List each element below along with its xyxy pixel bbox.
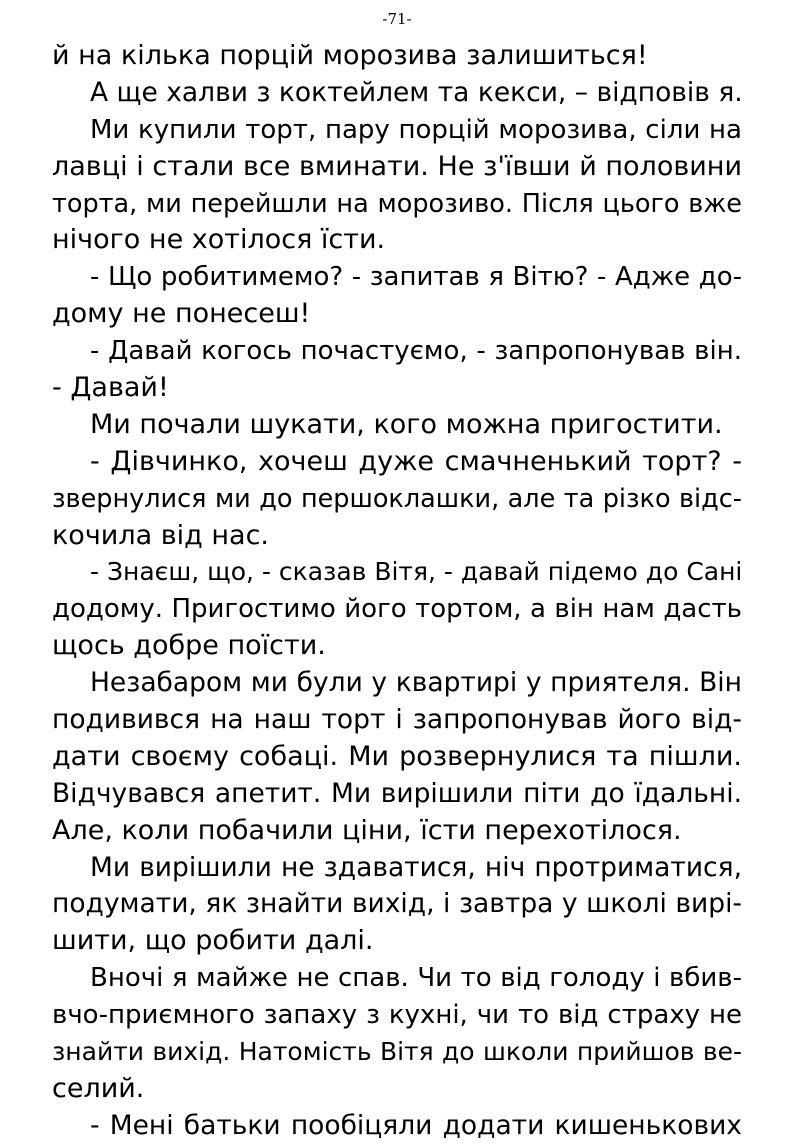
text-line: Ми вирішили не здаватися, ніч протриматися,	[90, 851, 742, 883]
text-line: - Мені батьки пообіцяли додати кишенькових	[90, 1109, 742, 1141]
text-line: Відчувався апетит. Ми вирішили піти до їдальні.	[52, 777, 742, 809]
text-line: щось добре поїсти.	[52, 630, 326, 662]
text-line: нічого не хотілося їсти.	[52, 224, 386, 256]
text-line: селий.	[52, 1072, 145, 1104]
page-number: -71-	[382, 10, 412, 28]
text-line: - Давай когось почастуємо, - запропонував він.	[90, 336, 742, 367]
text-line: Ми купили торт, пару порцій морозива, сіли на	[90, 114, 742, 145]
text-line: Ми почали шукати, кого можна пригостити.	[90, 408, 723, 440]
text-line: Але, коли побачили ціни, їсти перехотілося.	[52, 814, 682, 846]
text-line: Вночі я майже не спав. Чи то від голоду і вбив-	[90, 963, 742, 994]
text-line: додому. Пригостимо його тортом, а він нам дасть	[52, 594, 742, 625]
text-line: А ще халви з коктейлем та кекси, – відповів я.	[90, 76, 743, 108]
text-line: дати своєму собаці. Ми розвернулися та пішли.	[52, 740, 742, 772]
text-line: вчо-приємного запаху з кухні, чи то від страху не	[52, 1000, 742, 1031]
text-line: - Що робитимемо? - запитав я Вітю? - Адже до-	[90, 262, 742, 293]
text-line: Незабаром ми були у квартирі у приятеля. Він	[90, 667, 742, 699]
text-line: й на кілька порцій морозива залишиться!	[52, 40, 648, 71]
text-line: знайти вихід. Натомість Вітя до школи прийшов ве-	[52, 1037, 742, 1067]
text-line: - Знаєш, що, - сказав Вітя, - давай підемо до Сані	[90, 557, 743, 587]
text-line: звернулися ми до першоклашки, але та різко відс-	[52, 483, 742, 514]
text-line: - Дівчинко, хочеш дуже смачненький торт? -	[90, 445, 742, 477]
body-text	[52, 38, 742, 1145]
text-line: лавці і стали все вминати. Не з'ївши й половини	[52, 150, 742, 182]
text-line: шити, що робити далі.	[52, 925, 374, 957]
text-line: дому не понесеш!	[52, 298, 311, 330]
text-line: - Давай!	[52, 372, 169, 404]
text-line: подумати, як знайти вихід, і завтра у школі вирі-	[52, 888, 742, 920]
text-line: торта, ми перейшли на морозиво. Після цього вже	[52, 188, 742, 219]
text-line: кочила від нас.	[52, 519, 270, 551]
text-line: подивився на наш торт і запропонував його від-	[52, 704, 742, 736]
